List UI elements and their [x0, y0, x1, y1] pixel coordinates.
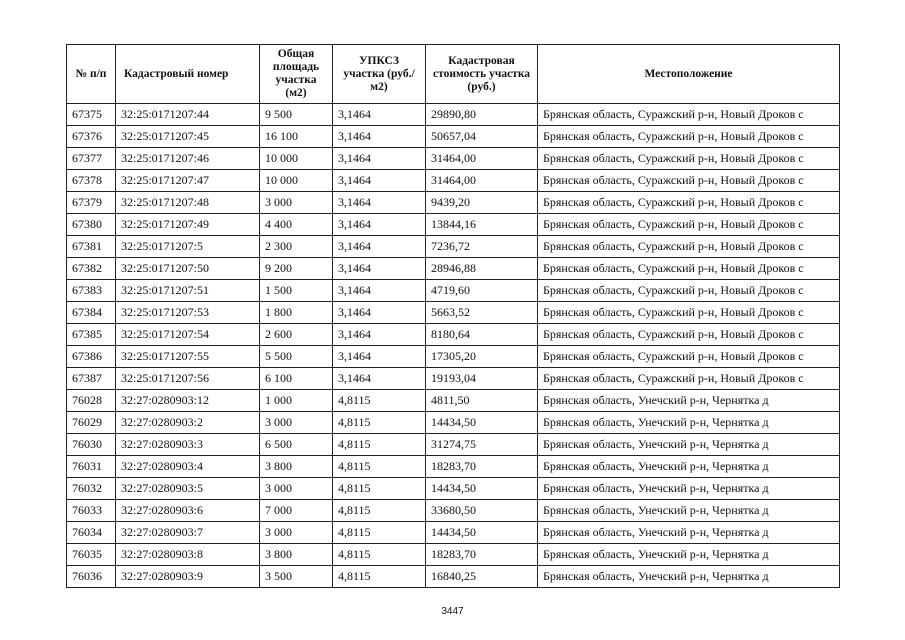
cell-cadastral-value: 19193,04 — [426, 368, 538, 390]
table-row — [67, 126, 840, 148]
table-row — [67, 104, 840, 126]
cell-index: 76028 — [67, 390, 116, 412]
cell-area: 2 600 — [260, 324, 333, 346]
cell-upksz: 4,8115 — [333, 566, 426, 588]
cell-upksz: 3,1464 — [333, 236, 426, 258]
cell-location: Брянская область, Суражский р-н, Новый Дроков с — [538, 346, 840, 368]
cell-cadastral-number: 32:27:0280903:3 — [116, 434, 260, 456]
cell-area: 10 000 — [260, 148, 333, 170]
cell-cadastral-number: 32:27:0280903:2 — [116, 412, 260, 434]
cell-location: Брянская область, Суражский р-н, Новый Дроков с — [538, 368, 840, 390]
cell-upksz: 4,8115 — [333, 390, 426, 412]
cell-cadastral-number: 32:25:0171207:48 — [116, 192, 260, 214]
cell-location: Брянская область, Суражский р-н, Новый Дроков с — [538, 104, 840, 126]
cell-cadastral-number: 32:27:0280903:4 — [116, 456, 260, 478]
cell-location: Брянская область, Суражский р-н, Новый Дроков с — [538, 170, 840, 192]
header-index: № п/п — [67, 45, 116, 104]
cell-cadastral-value: 9439,20 — [426, 192, 538, 214]
cell-cadastral-number: 32:27:0280903:8 — [116, 544, 260, 566]
cell-location: Брянская область, Унечский р-н, Чернятка д — [538, 544, 840, 566]
table-row — [67, 434, 840, 456]
cell-index: 76032 — [67, 478, 116, 500]
cell-cadastral-number: 32:25:0171207:47 — [116, 170, 260, 192]
cell-index: 67382 — [67, 258, 116, 280]
table-row — [67, 478, 840, 500]
table-row — [67, 258, 840, 280]
cell-index: 67386 — [67, 346, 116, 368]
table-body — [67, 104, 840, 588]
table-row — [67, 280, 840, 302]
cell-cadastral-value: 50657,04 — [426, 126, 538, 148]
cell-index: 76031 — [67, 456, 116, 478]
cell-location: Брянская область, Суражский р-н, Новый Дроков с — [538, 126, 840, 148]
cell-upksz: 3,1464 — [333, 170, 426, 192]
cell-area: 3 000 — [260, 478, 333, 500]
cell-cadastral-value: 7236,72 — [426, 236, 538, 258]
cell-upksz: 3,1464 — [333, 214, 426, 236]
table-row — [67, 544, 840, 566]
cell-area: 3 000 — [260, 522, 333, 544]
cell-area: 4 400 — [260, 214, 333, 236]
cell-cadastral-number: 32:25:0171207:56 — [116, 368, 260, 390]
cell-location: Брянская область, Суражский р-н, Новый Дроков с — [538, 258, 840, 280]
cell-index: 67385 — [67, 324, 116, 346]
header-cadastral-number: Кадастровый номер — [116, 45, 260, 104]
cell-upksz: 3,1464 — [333, 148, 426, 170]
cell-location: Брянская область, Суражский р-н, Новый Дроков с — [538, 324, 840, 346]
cell-upksz: 3,1464 — [333, 258, 426, 280]
cell-index: 67387 — [67, 368, 116, 390]
cell-index: 67384 — [67, 302, 116, 324]
table-row — [67, 324, 840, 346]
cell-cadastral-value: 17305,20 — [426, 346, 538, 368]
table-row — [67, 346, 840, 368]
cell-index: 67383 — [67, 280, 116, 302]
cell-area: 10 000 — [260, 170, 333, 192]
cell-area: 3 800 — [260, 544, 333, 566]
cell-cadastral-number: 32:25:0171207:55 — [116, 346, 260, 368]
header-upksz: УПКСЗ участка (руб./м2) — [333, 45, 426, 104]
table-header — [67, 45, 840, 104]
cell-cadastral-value: 31274,75 — [426, 434, 538, 456]
header-row — [67, 45, 840, 104]
cell-upksz: 3,1464 — [333, 126, 426, 148]
cell-location: Брянская область, Унечский р-н, Чернятка д — [538, 500, 840, 522]
table-row — [67, 170, 840, 192]
cell-cadastral-number: 32:27:0280903:6 — [116, 500, 260, 522]
cell-cadastral-number: 32:27:0280903:9 — [116, 566, 260, 588]
cell-area: 9 500 — [260, 104, 333, 126]
cell-index: 67381 — [67, 236, 116, 258]
table-row — [67, 522, 840, 544]
cell-area: 3 000 — [260, 412, 333, 434]
cell-location: Брянская область, Унечский р-н, Чернятка д — [538, 434, 840, 456]
cell-cadastral-number: 32:25:0171207:44 — [116, 104, 260, 126]
cell-upksz: 4,8115 — [333, 412, 426, 434]
cell-upksz: 4,8115 — [333, 522, 426, 544]
cell-upksz: 3,1464 — [333, 104, 426, 126]
table-row — [67, 192, 840, 214]
cell-index: 67375 — [67, 104, 116, 126]
cell-cadastral-number: 32:25:0171207:45 — [116, 126, 260, 148]
cell-location: Брянская область, Унечский р-н, Чернятка д — [538, 412, 840, 434]
cell-cadastral-value: 8180,64 — [426, 324, 538, 346]
cell-area: 7 000 — [260, 500, 333, 522]
table-row — [67, 500, 840, 522]
cell-upksz: 4,8115 — [333, 456, 426, 478]
cell-index: 76029 — [67, 412, 116, 434]
cell-index: 67377 — [67, 148, 116, 170]
cell-index: 67378 — [67, 170, 116, 192]
table-row — [67, 214, 840, 236]
cell-area: 3 800 — [260, 456, 333, 478]
cell-cadastral-value: 33680,50 — [426, 500, 538, 522]
cell-cadastral-value: 18283,70 — [426, 456, 538, 478]
table-row — [67, 456, 840, 478]
cell-index: 76035 — [67, 544, 116, 566]
cell-cadastral-number: 32:25:0171207:50 — [116, 258, 260, 280]
header-area: Общая площадь участка (м2) — [260, 45, 333, 104]
cell-area: 3 000 — [260, 192, 333, 214]
cell-area: 1 000 — [260, 390, 333, 412]
cell-index: 76034 — [67, 522, 116, 544]
cell-location: Брянская область, Унечский р-н, Чернятка д — [538, 456, 840, 478]
cell-cadastral-value: 18283,70 — [426, 544, 538, 566]
cell-upksz: 3,1464 — [333, 346, 426, 368]
cell-upksz: 3,1464 — [333, 324, 426, 346]
table-row — [67, 412, 840, 434]
cell-cadastral-value: 28946,88 — [426, 258, 538, 280]
cell-area: 3 500 — [260, 566, 333, 588]
table-row — [67, 148, 840, 170]
page-number: 3447 — [441, 606, 464, 617]
cell-cadastral-value: 14434,50 — [426, 412, 538, 434]
cell-upksz: 3,1464 — [333, 302, 426, 324]
cell-location: Брянская область, Унечский р-н, Чернятка д — [538, 478, 840, 500]
cell-upksz: 4,8115 — [333, 544, 426, 566]
cell-cadastral-value: 4719,60 — [426, 280, 538, 302]
cell-area: 6 100 — [260, 368, 333, 390]
cell-cadastral-value: 16840,25 — [426, 566, 538, 588]
cell-location: Брянская область, Суражский р-н, Новый Дроков с — [538, 280, 840, 302]
cell-cadastral-number: 32:27:0280903:12 — [116, 390, 260, 412]
cell-cadastral-value: 31464,00 — [426, 148, 538, 170]
cell-index: 76036 — [67, 566, 116, 588]
cell-area: 16 100 — [260, 126, 333, 148]
cell-cadastral-value: 14434,50 — [426, 522, 538, 544]
cell-upksz: 4,8115 — [333, 478, 426, 500]
cell-index: 76030 — [67, 434, 116, 456]
table-row — [67, 302, 840, 324]
cadastral-table — [66, 44, 840, 588]
cell-index: 67380 — [67, 214, 116, 236]
cell-location: Брянская область, Суражский р-н, Новый Дроков с — [538, 302, 840, 324]
cell-location: Брянская область, Суражский р-н, Новый Дроков с — [538, 148, 840, 170]
cell-upksz: 3,1464 — [333, 192, 426, 214]
cell-area: 6 500 — [260, 434, 333, 456]
cell-cadastral-number: 32:25:0171207:51 — [116, 280, 260, 302]
cell-area: 2 300 — [260, 236, 333, 258]
cell-cadastral-value: 31464,00 — [426, 170, 538, 192]
header-cadastral-value: Кадастровая стоимость участка (руб.) — [426, 45, 538, 104]
cell-index: 67376 — [67, 126, 116, 148]
cell-upksz: 4,8115 — [333, 500, 426, 522]
cell-cadastral-value: 13844,16 — [426, 214, 538, 236]
cell-upksz: 4,8115 — [333, 434, 426, 456]
cell-location: Брянская область, Суражский р-н, Новый Дроков с — [538, 192, 840, 214]
cell-cadastral-value: 14434,50 — [426, 478, 538, 500]
cell-cadastral-number: 32:25:0171207:53 — [116, 302, 260, 324]
cell-cadastral-value: 5663,52 — [426, 302, 538, 324]
cell-location: Брянская область, Суражский р-н, Новый Дроков с — [538, 236, 840, 258]
cell-area: 9 200 — [260, 258, 333, 280]
table-row — [67, 390, 840, 412]
cell-cadastral-number: 32:25:0171207:5 — [116, 236, 260, 258]
cell-index: 76033 — [67, 500, 116, 522]
cell-index: 67379 — [67, 192, 116, 214]
cell-upksz: 3,1464 — [333, 368, 426, 390]
cell-location: Брянская область, Унечский р-н, Чернятка д — [538, 566, 840, 588]
cell-cadastral-number: 32:25:0171207:46 — [116, 148, 260, 170]
table-row — [67, 368, 840, 390]
cell-cadastral-value: 4811,50 — [426, 390, 538, 412]
cell-location: Брянская область, Унечский р-н, Чернятка д — [538, 522, 840, 544]
cell-cadastral-number: 32:27:0280903:7 — [116, 522, 260, 544]
table-row — [67, 566, 840, 588]
cell-area: 1 800 — [260, 302, 333, 324]
cell-area: 1 500 — [260, 280, 333, 302]
cell-area: 5 500 — [260, 346, 333, 368]
table-row — [67, 236, 840, 258]
header-location: Местоположение — [538, 45, 840, 104]
cell-cadastral-number: 32:27:0280903:5 — [116, 478, 260, 500]
cell-cadastral-number: 32:25:0171207:49 — [116, 214, 260, 236]
cell-cadastral-value: 29890,80 — [426, 104, 538, 126]
cell-location: Брянская область, Унечский р-н, Чернятка д — [538, 390, 840, 412]
cell-upksz: 3,1464 — [333, 280, 426, 302]
cell-location: Брянская область, Суражский р-н, Новый Дроков с — [538, 214, 840, 236]
cell-cadastral-number: 32:25:0171207:54 — [116, 324, 260, 346]
